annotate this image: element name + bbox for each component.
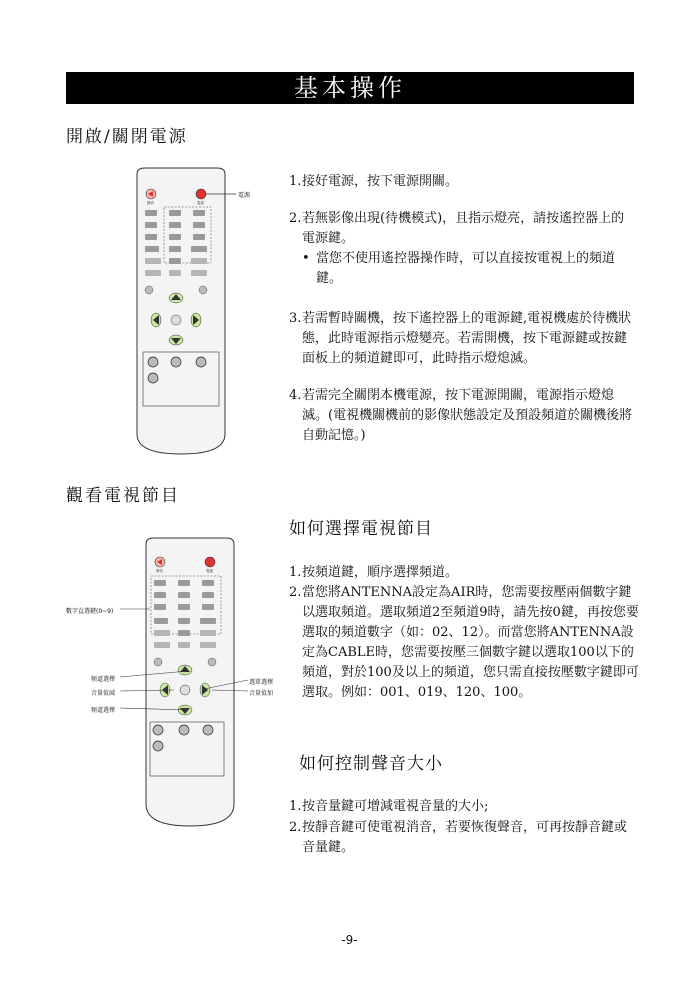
power-step-4: 4. 若需完全關閉本機電源，按下電源開關，電源指示燈熄滅。(電視機關機前的影像狀態設定及預設頻道於關機後將自動記憶。) xyxy=(289,388,633,443)
ch-down-callout-label: 頻道選擇 xyxy=(91,707,116,714)
page-banner: 基本操作 xyxy=(66,72,634,104)
remote-illustration-1 xyxy=(131,164,231,459)
power-key-label-2: 電源 xyxy=(206,569,213,573)
subheading-select-channel: 如何選擇電視節目 xyxy=(289,519,433,539)
bullet-dot-icon: • xyxy=(302,251,310,266)
power-step-2: 2. 若無影像出現(待機模式)，且指示燈亮，請按遙控器上的電源鍵。 xyxy=(289,211,625,246)
power-key-label: 電源 xyxy=(197,201,204,205)
power-step-3: 3. 若需暫時關機，按下遙控器上的電源鍵,電視機處於待機狀態，此時電源指示燈變亮。若需開機，按下電源鍵或按鍵面板上的頻道鍵即可，此時指示燈熄滅。 xyxy=(289,311,632,366)
mute-key-label: 靜音 xyxy=(147,201,154,205)
section-title-watch: 觀看電視節目 xyxy=(66,486,180,506)
channel-step-1: 1. 按頻道鍵，順序選擇頻道。 xyxy=(289,565,459,580)
channel-step-2: 2. 當您將ANTENNA設定為AIR時，您需要按壓兩個數字鍵以選取頻道。選取頻道2至頻道9時，請先按0鍵，再按您要選取的頻道數字（如：02、12）。而當您將ANTENNA設定為CABLE時，您需要按壓三個數字鍵以選取100以下的頻道，對於100及以上的頻道，您只需直接按壓數字鍵即可選取。例如：001、019、120、100。 xyxy=(289,585,639,700)
subheading-volume: 如何控制聲音大小 xyxy=(299,754,443,774)
power-callout-label: 電源 xyxy=(238,192,251,199)
vol-down-callout-label: 音量值減 xyxy=(91,690,116,697)
power-step-1: 1. 接好電源，按下電源開關。 xyxy=(289,174,459,189)
remote-callout-lines xyxy=(60,600,280,720)
volume-step-2: 2. 按靜音鍵可使電視消音，若要恢復聲音，可再按靜音鍵或音量鍵。 xyxy=(289,820,628,855)
mute-key-label-2: 靜音 xyxy=(156,569,163,573)
digits-callout-label: 數字直選鍵(0~9) xyxy=(66,608,114,615)
page-number: -9- xyxy=(341,933,358,947)
power-step-2-bullet: • 當您不使用遙控器操作時，可以直接按電視上的頻道鍵。 xyxy=(302,251,616,286)
vol-up-callout-label: 音量值加 xyxy=(249,690,274,697)
ch-up-callout-label: 頻道選擇 xyxy=(91,676,116,683)
section-title-power: 開啟/關閉電源 xyxy=(66,127,188,147)
menu-callout-label: 選單選擇 xyxy=(249,679,274,686)
volume-step-1: 1. 按音量鍵可增減電視音量的大小; xyxy=(289,799,489,814)
